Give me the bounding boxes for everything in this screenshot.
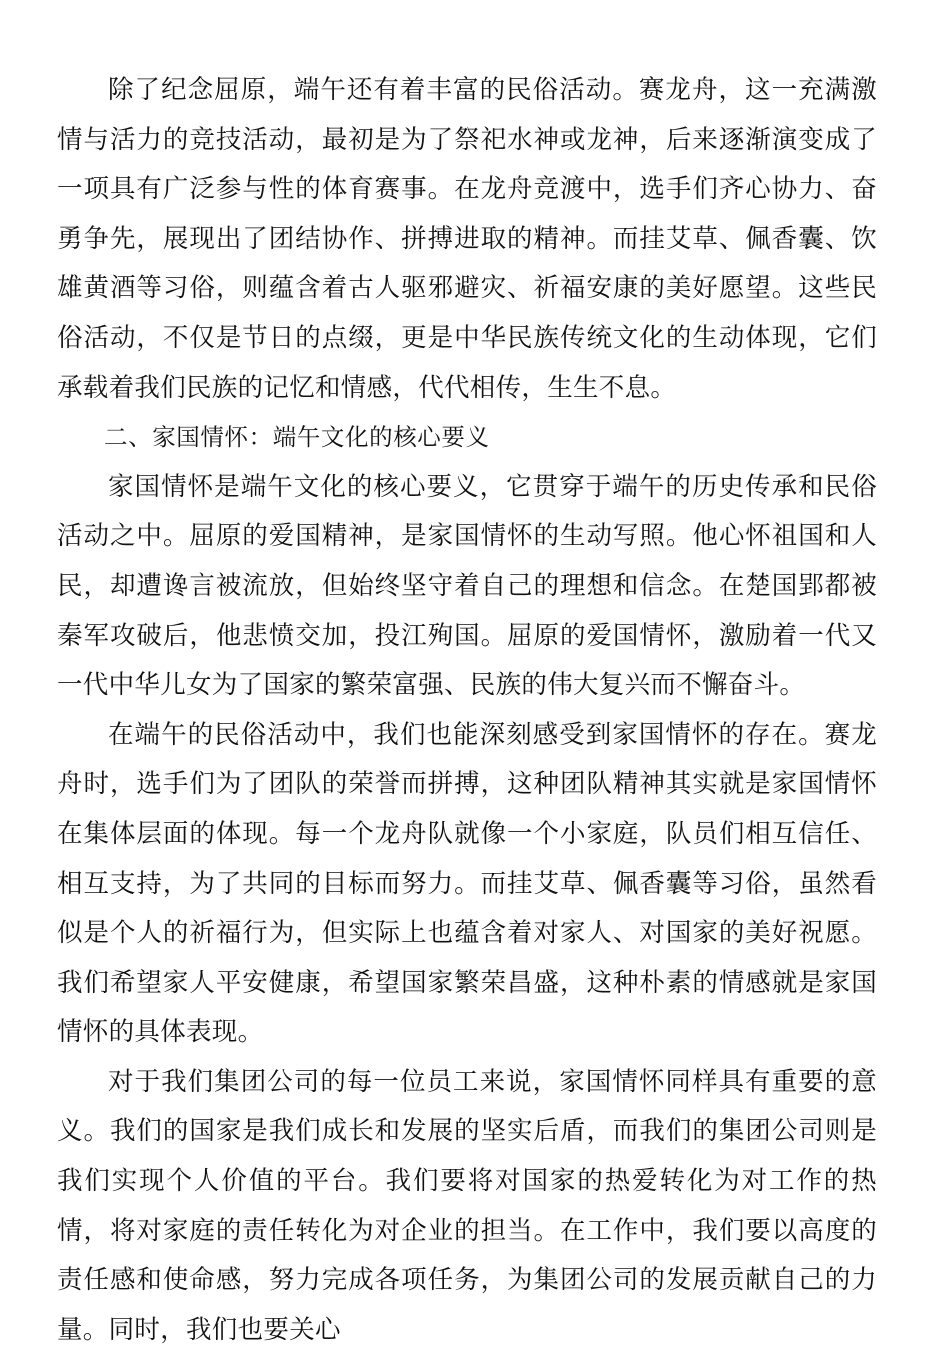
body-paragraph: 对于我们集团公司的每一位员工来说，家国情怀同样具有重要的意义。我们的国家是我们成长和发展的坚实后盾，而我们的集团公司则是我们实现个人价值的平台。我们要将对国家的热爱转化为对工作的热情，将对家庭的责任转化为对企业的担当。在工作中，我们要以高度的责任感和使命感，努力完成各项任务，为集团公司的发展贡献自己的力量。同时，我们也要关心 [57, 1066, 877, 1345]
body-paragraph: 家国情怀是端午文化的核心要义，它贯穿于端午的历史传承和民俗活动之中。屈原的爱国精神，是家国情怀的生动写照。他心怀祖国和人民，却遭谗言被流放，但始终坚守着自己的理想和信念。在楚国郢都被秦军攻破后，他悲愤交加，投江殉国。屈原的爱国情怀，激励着一代又一代中华儿女为了国家的繁荣富强、民族的伟大复兴而不懈奋斗。 [57, 471, 877, 701]
document-page [57, 66, 877, 1355]
body-paragraph: 除了纪念屈原，端午还有着丰富的民俗活动。赛龙舟，这一充满激情与活力的竞技活动，最初是为了祭祀水神或龙神，后来逐渐演变成了一项具有广泛参与性的体育赛事。在龙舟竞渡中，选手们齐心协力、奋勇争先，展现出了团结协作、拼搏进取的精神。而挂艾草、佩香囊、饮雄黄酒等习俗，则蕴含着古人驱邪避灾、祈福安康的美好愿望。这些民俗活动，不仅是节日的点缀，更是中华民族传统文化的生动体现，它们承载着我们民族的记忆和情感，代代相传，生生不息。 [57, 75, 877, 403]
section-heading: 二、家国情怀：端午文化的核心要义 [104, 423, 490, 452]
body-paragraph: 在端午的民俗活动中，我们也能深刻感受到家国情怀的存在。赛龙舟时，选手们为了团队的荣誉而拼搏，这种团队精神其实就是家国情怀在集体层面的体现。每一个龙舟队就像一个小家庭，队员们相互信任、相互支持，为了共同的目标而努力。而挂艾草、佩香囊等习俗，虽然看似是个人的祈福行为，但实际上也蕴含着对家人、对国家的美好祝愿。我们希望家人平安健康，希望国家繁荣昌盛，这种朴素的情感就是家国情怀的具体表现。 [57, 719, 877, 1048]
